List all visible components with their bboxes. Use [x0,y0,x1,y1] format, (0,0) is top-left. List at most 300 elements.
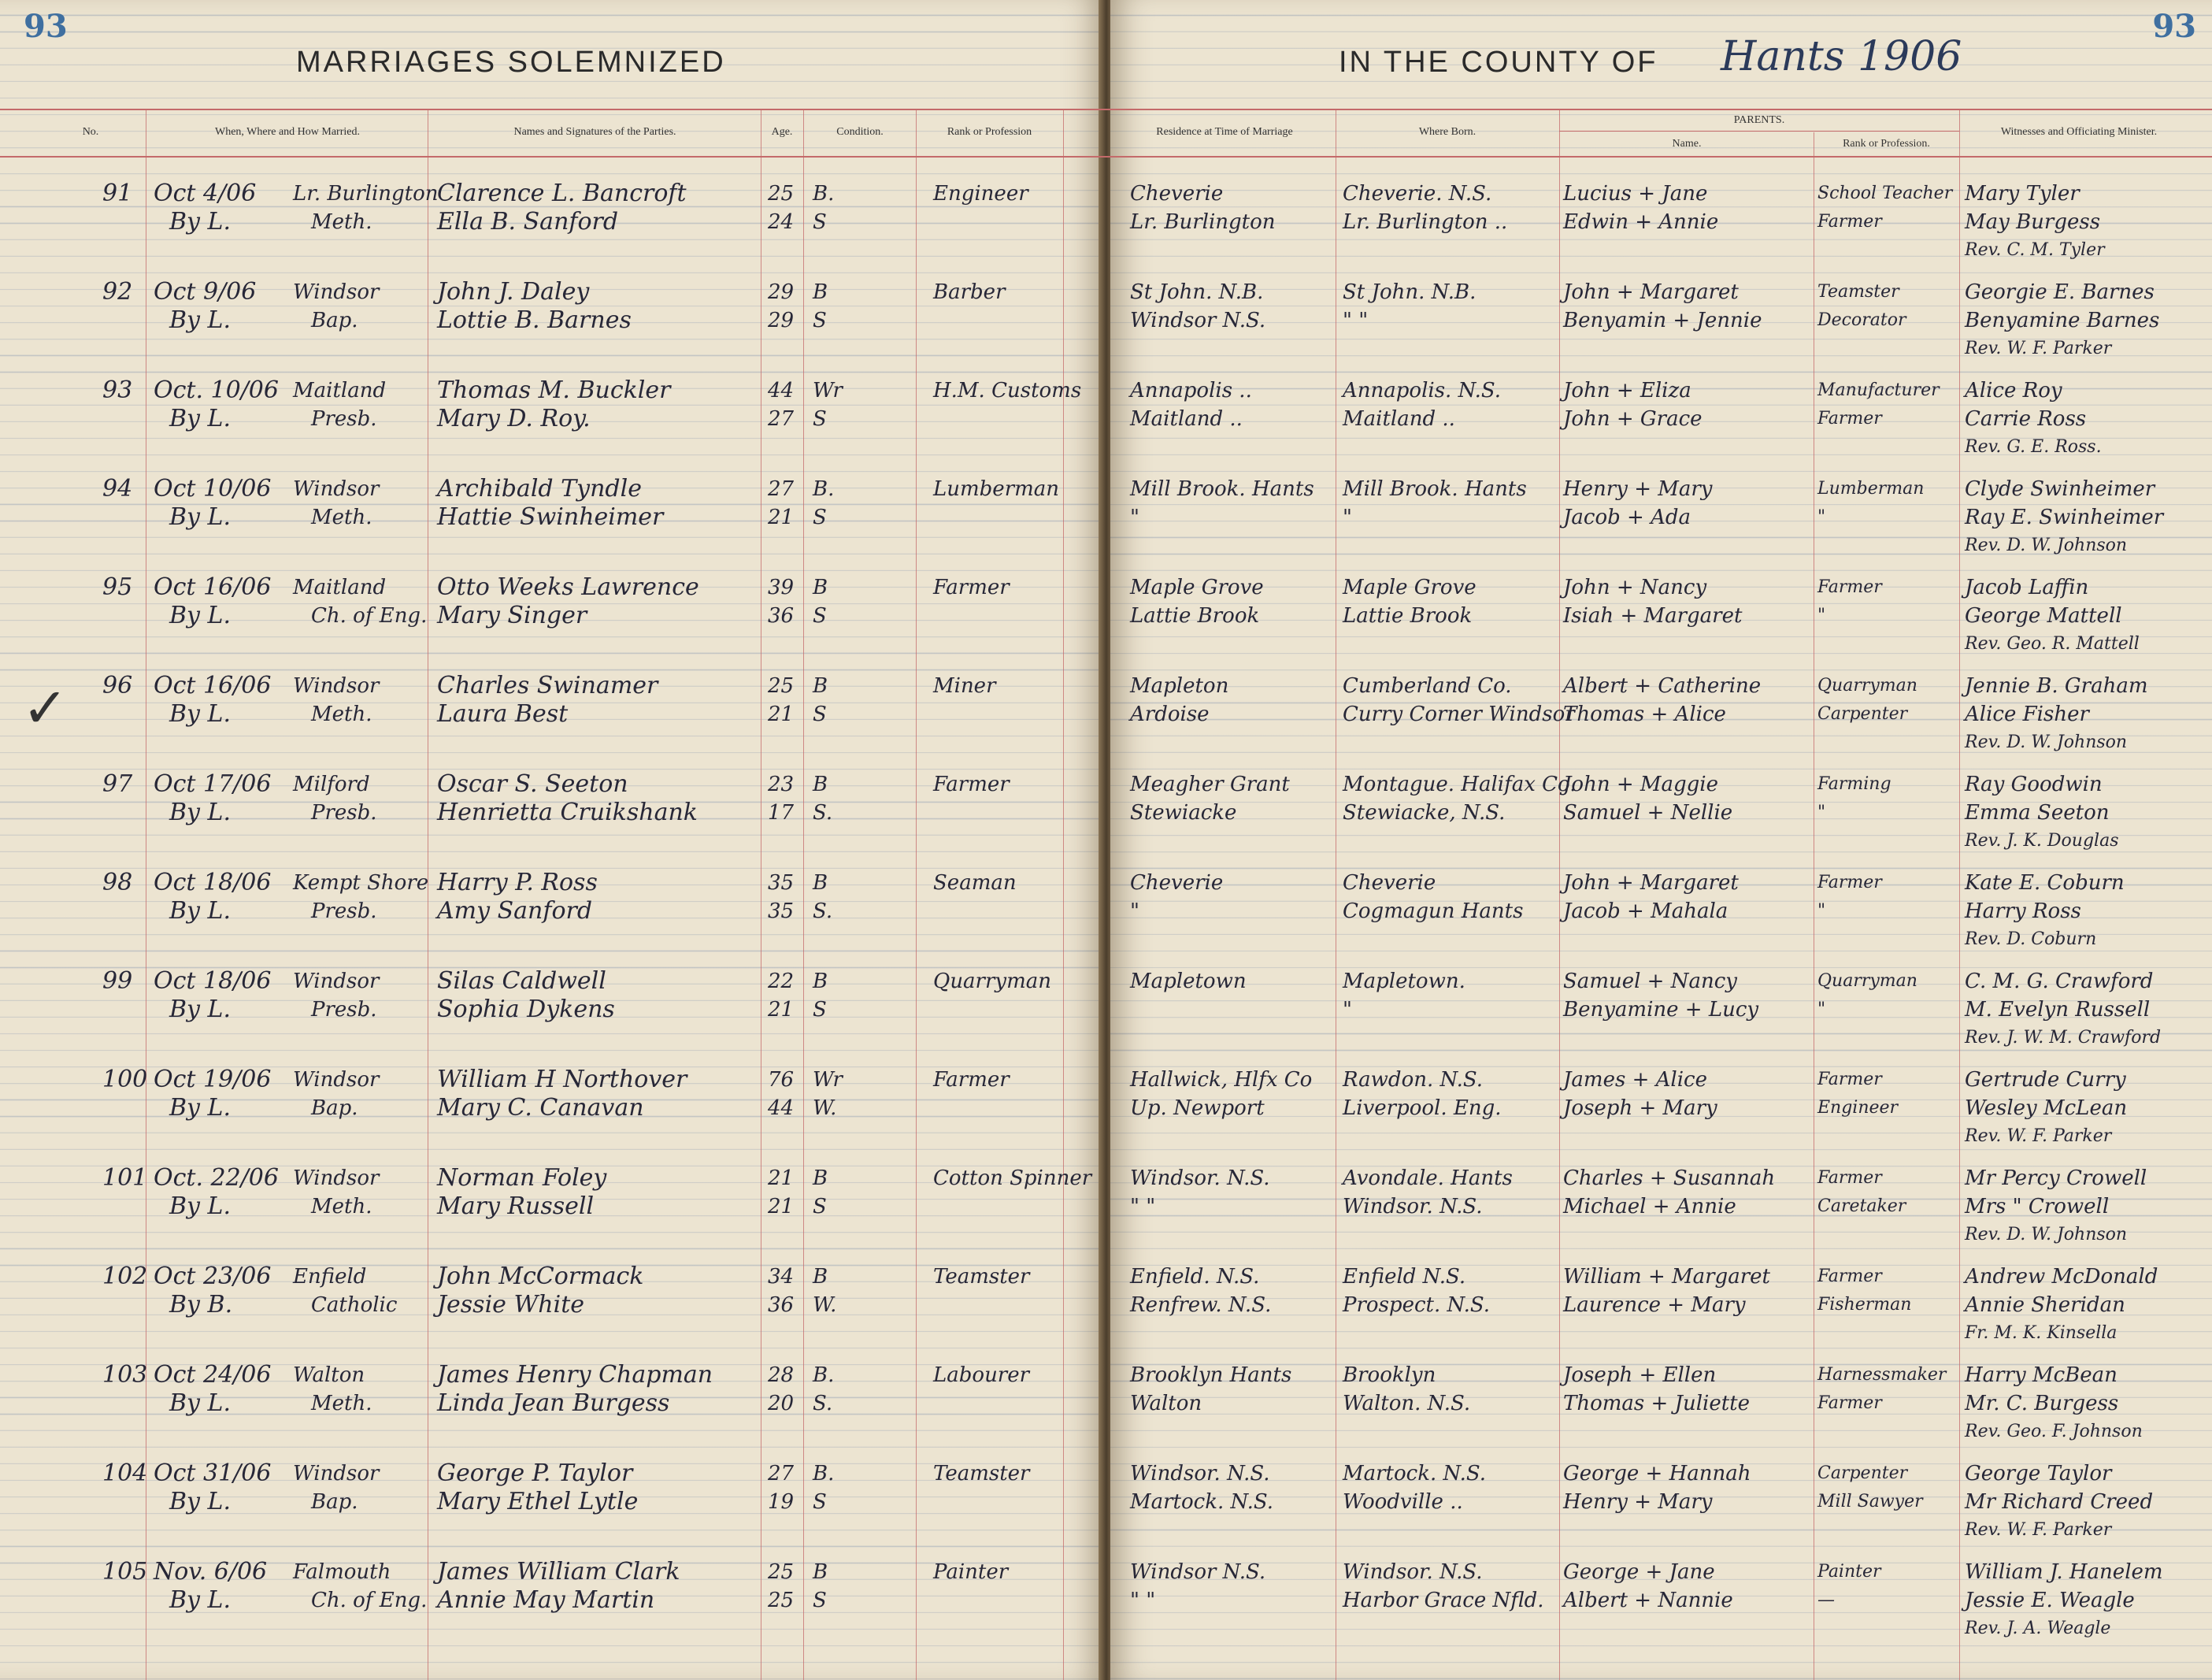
bride-age: 24 [768,210,795,234]
groom-birthplace: Rawdon. N.S. [1343,1068,1484,1092]
denomination: Presb. [311,998,377,1022]
groom-age: 27 [768,1462,795,1485]
groom-age: 35 [768,871,795,895]
bride-name: Ella B. Sanford [437,208,619,235]
witness-2: Ray E. Swinheimer [1965,506,2164,529]
groom-condition: Wr [813,1068,843,1092]
license-type: By L. [169,503,231,531]
bride-parents: Thomas + Alice [1563,703,1726,726]
groom-name: James William Clark [437,1558,680,1585]
bride-condition: S. [813,899,833,923]
marriage-date: Oct 18/06 [154,967,272,995]
denomination: Meth. [311,1392,372,1415]
groom-profession: Labourer [933,1363,1030,1387]
groom-residence: Windsor. N.S. [1130,1462,1270,1485]
groom-parents-rank: Carpenter [1817,1463,1908,1483]
groom-birthplace: Mapletown. [1343,970,1465,993]
groom-parents-rank: Farmer [1817,1266,1882,1286]
license-type: By L. [169,1586,231,1614]
bride-parents: Laurence + Mary [1563,1293,1746,1317]
bride-parents: Thomas + Juliette [1563,1392,1751,1415]
marriage-date: Nov. 6/06 [154,1558,268,1585]
bride-parents-rank: " [1817,606,1826,625]
groom-parents: John + Margaret [1563,871,1739,895]
bride-name: Mary Ethel Lytle [437,1488,639,1515]
bride-residence: Martock. N.S. [1130,1490,1273,1514]
witness-2: Wesley McLean [1965,1096,2128,1120]
groom-birthplace: Avondale. Hants [1343,1166,1513,1190]
denomination: Meth. [311,210,372,234]
bride-birthplace: Harbor Grace Nfld. [1343,1589,1544,1612]
officiating-minister: Rev. D. W. Johnson [1965,732,2128,752]
bride-residence: Walton [1130,1392,1202,1415]
groom-parents: John + Nancy [1563,576,1707,599]
officiating-minister: Rev. D. Coburn [1965,929,2097,949]
groom-birthplace: Montague. Halifax Co. [1343,773,1577,796]
bride-residence: " " [1130,1589,1156,1612]
denomination: Ch. of Eng. [311,1589,428,1612]
groom-age: 29 [768,280,795,304]
license-type: By L. [169,602,231,629]
bride-parents: Samuel + Nellie [1563,801,1733,825]
groom-residence: Mapleton [1130,674,1229,698]
groom-name: John J. Daley [437,278,590,306]
entry-number: 95 [102,573,133,601]
county-handwritten: Hants 1906 [1721,33,1962,80]
license-type: By L. [169,996,231,1023]
witness-1: Jacob Laffin [1965,576,2089,599]
groom-residence: Brooklyn Hants [1130,1363,1292,1387]
bride-parents-rank: " [1817,507,1826,527]
groom-profession: Engineer [933,182,1028,206]
bride-parents: Joseph + Mary [1563,1096,1717,1120]
denomination: Bap. [311,1490,358,1514]
groom-residence: Mill Brook. Hants [1130,477,1314,501]
groom-name: George P. Taylor [437,1459,633,1487]
groom-parents-rank: Farmer [1817,873,1882,892]
groom-parents-rank: Farmer [1817,1070,1882,1089]
marriage-date: Oct 18/06 [154,869,272,896]
officiating-minister: Rev. D. W. Johnson [1965,1225,2128,1244]
bride-residence: Renfrew. N.S. [1130,1293,1272,1317]
license-type: By L. [169,799,231,826]
groom-profession: Cotton Spinner [933,1166,1092,1190]
groom-name: Thomas M. Buckler [437,376,671,404]
entry-number: 105 [102,1558,148,1585]
denomination: Bap. [311,309,358,332]
bride-age: 17 [768,801,795,825]
bride-residence: Lattie Brook [1130,604,1260,628]
bride-birthplace: Prospect. N.S. [1343,1293,1490,1317]
witness-1: Gertrude Curry [1965,1068,2126,1092]
register-entry [0,1361,2212,1456]
bride-name: Mary Russell [437,1192,595,1220]
col-header-age: Age. [771,126,793,138]
bride-parents: Benyamine + Lucy [1563,998,1759,1022]
groom-birthplace: Cumberland Co. [1343,674,1512,698]
groom-residence: Mapletown [1130,970,1247,993]
register-entry [0,967,2212,1062]
bride-birthplace: Lr. Burlington .. [1343,210,1508,234]
marriage-date: Oct 10/06 [154,475,272,503]
col-header-witnesses: Witnesses and Officiating Minister. [2000,126,2158,138]
bride-name: Annie May Martin [437,1586,655,1614]
groom-age: 21 [768,1166,795,1190]
right-page-number: 93 [2152,8,2196,45]
bride-parents: Henry + Mary [1563,1490,1713,1514]
groom-parents-rank: Farmer [1817,577,1882,597]
denomination: Meth. [311,506,372,529]
bride-birthplace: Woodville .. [1343,1490,1463,1514]
register-entry [0,1558,2212,1652]
register-entry [0,376,2212,471]
witness-2: Emma Seeton [1965,801,2110,825]
groom-profession: Farmer [933,1068,1010,1092]
groom-name: Clarence L. Bancroft [437,180,687,207]
groom-age: 76 [768,1068,795,1092]
groom-parents: William + Margaret [1563,1265,1770,1289]
bride-residence: " [1130,899,1139,923]
groom-residence: Hallwick, Hlfx Co [1130,1068,1313,1092]
bride-residence: Lr. Burlington [1130,210,1276,234]
bride-parents: John + Grace [1563,407,1703,431]
groom-name: Otto Weeks Lawrence [437,573,699,601]
groom-residence: Windsor. N.S. [1130,1166,1270,1190]
marriage-place: Falmouth [293,1560,391,1584]
officiating-minister: Fr. M. K. Kinsella [1965,1323,2118,1343]
bride-name: Henrietta Cruikshank [437,799,698,826]
witness-1: C. M. G. Crawford [1965,970,2154,993]
officiating-minister: Rev. Geo. F. Johnson [1965,1422,2143,1441]
bride-parents-rank: Farmer [1817,409,1882,428]
groom-parents: Albert + Catherine [1563,674,1762,698]
marriage-place: Milford [293,773,370,796]
officiating-minister: Rev. C. M. Tyler [1965,240,2105,260]
groom-parents-rank: Harnessmaker [1817,1365,1947,1385]
bride-parents-rank: " [1817,901,1826,921]
license-type: By L. [169,306,231,334]
license-type: By L. [169,897,231,925]
groom-age: 22 [768,970,795,993]
marriage-date: Oct 24/06 [154,1361,272,1389]
groom-profession: Painter [933,1560,1009,1584]
col-header-when: When, Where and How Married. [214,126,360,138]
officiating-minister: Rev. W. F. Parker [1965,1126,2112,1146]
groom-condition: B [813,970,828,993]
bride-name: Amy Sanford [437,897,593,925]
bride-age: 36 [768,604,795,628]
bride-parents-rank: Engineer [1817,1098,1899,1118]
groom-profession: H.M. Customs [933,379,1082,402]
witness-1: Alice Roy [1965,379,2062,402]
bride-condition: W. [813,1096,837,1120]
groom-profession: Teamster [933,1462,1030,1485]
groom-profession: Quarryman [933,970,1052,993]
witness-2: Mr Richard Creed [1965,1490,2154,1514]
groom-parents: Henry + Mary [1563,477,1713,501]
entry-number: 102 [102,1263,148,1290]
groom-age: 28 [768,1363,795,1387]
groom-condition: B [813,280,828,304]
marriage-date: Oct 31/06 [154,1459,272,1487]
groom-condition: B. [813,1462,835,1485]
bride-name: Mary D. Roy. [437,405,591,432]
marriage-date: Oct 17/06 [154,770,272,798]
denomination: Bap. [311,1096,358,1120]
bride-residence: Stewiacke [1130,801,1237,825]
bride-birthplace: Curry Corner Windsor [1343,703,1575,726]
denomination: Presb. [311,899,377,923]
groom-parents-rank: Lumberman [1817,479,1925,499]
groom-birthplace: Cheverie [1343,871,1436,895]
register-entry [0,1164,2212,1259]
license-type: By L. [169,1488,231,1515]
witness-2: Annie Sheridan [1965,1293,2125,1317]
marriage-place: Windsor [293,477,380,501]
groom-profession: Seaman [933,871,1017,895]
marriage-place: Walton [293,1363,365,1387]
register-entry [0,475,2212,569]
witness-2: Benyamine Barnes [1965,309,2160,332]
bride-parents: Michael + Annie [1563,1195,1736,1218]
groom-parents-rank: Farmer [1817,1168,1882,1188]
witness-1: Georgie E. Barnes [1965,280,2155,304]
groom-name: James Henry Chapman [437,1361,713,1389]
officiating-minister: Rev. G. E. Ross. [1965,437,2102,457]
bride-parents-rank: Caretaker [1817,1196,1906,1216]
groom-age: 34 [768,1265,795,1289]
groom-residence: Cheverie [1130,871,1224,895]
groom-condition: B [813,1166,828,1190]
groom-profession: Farmer [933,773,1010,796]
officiating-minister: Rev. J. K. Douglas [1965,831,2119,851]
denomination: Catholic [311,1293,398,1317]
marriage-place: Lr. Burlington [293,182,439,206]
witness-1: Harry McBean [1965,1363,2118,1387]
groom-birthplace: Mill Brook. Hants [1343,477,1527,501]
bride-name: Linda Jean Burgess [437,1389,670,1417]
bride-condition: S [813,210,827,234]
bride-age: 27 [768,407,795,431]
bride-parents: Benyamin + Jennie [1563,309,1762,332]
marriage-place: Windsor [293,1462,380,1485]
witness-2: Carrie Ross [1965,407,2087,431]
bride-residence: " " [1130,1195,1156,1218]
entry-number: 92 [102,278,133,306]
groom-age: 27 [768,477,795,501]
groom-residence: St John. N.B. [1130,280,1264,304]
register-entry [0,573,2212,668]
groom-birthplace: Cheverie. N.S. [1343,182,1492,206]
col-header-parents: PARENTS. [1733,114,1785,126]
denomination: Presb. [311,801,377,825]
groom-profession: Miner [933,674,996,698]
groom-parents: James + Alice [1563,1068,1707,1092]
groom-age: 25 [768,674,795,698]
groom-birthplace: Martock. N.S. [1343,1462,1486,1485]
entry-number: 97 [102,770,133,798]
bride-birthplace: Windsor. N.S. [1343,1195,1483,1218]
groom-parents: Joseph + Ellen [1563,1363,1717,1387]
header-bottom-rule [0,156,2212,158]
witness-1: George Taylor [1965,1462,2112,1485]
groom-parents: Lucius + Jane [1563,182,1708,206]
witness-2: Alice Fisher [1965,703,2089,726]
entry-number: 94 [102,475,133,503]
col-header-no: No. [82,126,99,138]
witness-1: Clyde Swinheimer [1965,477,2155,501]
bride-condition: W. [813,1293,837,1317]
bride-name: Sophia Dykens [437,996,615,1023]
witness-2: Harry Ross [1965,899,2081,923]
groom-condition: B. [813,182,835,206]
groom-parents-rank: Farming [1817,774,1892,794]
bride-condition: S [813,309,827,332]
col-header-born: Where Born. [1418,126,1477,138]
bride-birthplace: Cogmagun Hants [1343,899,1524,923]
bride-residence: Up. Newport [1130,1096,1265,1120]
entry-number: 98 [102,869,133,896]
bride-birthplace: " [1343,998,1352,1022]
groom-parents: John + Maggie [1563,773,1718,796]
left-page-title: MARRIAGES SOLEMNIZED [296,46,726,79]
groom-profession: Farmer [933,576,1010,599]
witness-2: M. Evelyn Russell [1965,998,2151,1022]
col-header-parents-name: Name. [1672,138,1702,150]
marriage-date: Oct 16/06 [154,672,272,699]
bride-birthplace: Maitland .. [1343,407,1455,431]
witness-1: Andrew McDonald [1965,1265,2158,1289]
bride-parents-rank: Farmer [1817,212,1882,232]
marriage-date: Oct 9/06 [154,278,257,306]
bride-parents: Jacob + Mahala [1563,899,1728,923]
bride-parents-rank: " [1817,999,1826,1019]
bride-condition: S [813,1195,827,1218]
bride-parents-rank: Carpenter [1817,704,1908,724]
groom-condition: B [813,1560,828,1584]
witness-2: Mr. C. Burgess [1965,1392,2119,1415]
officiating-minister: Rev. J. A. Weagle [1965,1619,2111,1638]
groom-birthplace: Enfield N.S. [1343,1265,1466,1289]
groom-name: Oscar S. Seeton [437,770,628,798]
bride-parents: Isiah + Margaret [1563,604,1743,628]
bride-residence: Maitland .. [1130,407,1243,431]
bride-condition: S [813,998,827,1022]
bride-name: Mary Singer [437,602,587,629]
groom-parents-rank: Manufacturer [1817,380,1940,400]
license-type: By L. [169,1389,231,1417]
groom-age: 23 [768,773,795,796]
denomination: Ch. of Eng. [311,604,428,628]
marriage-place: Enfield [293,1265,367,1289]
bride-condition: S. [813,801,833,825]
groom-condition: B. [813,1363,835,1387]
groom-residence: Maple Grove [1130,576,1264,599]
witness-1: William J. Hanelem [1965,1560,2163,1584]
bride-age: 25 [768,1589,795,1612]
witness-2: George Mattell [1965,604,2122,628]
license-type: By L. [169,208,231,235]
bride-name: Jessie White [437,1291,585,1318]
license-type: By L. [169,700,231,728]
margin-checkmark: ✓ [22,676,69,740]
bride-parents-rank: Farmer [1817,1393,1882,1413]
groom-residence: Meagher Grant [1130,773,1290,796]
groom-age: 39 [768,576,795,599]
groom-birthplace: St John. N.B. [1343,280,1477,304]
witness-1: Ray Goodwin [1965,773,2103,796]
bride-residence: Ardoise [1130,703,1210,726]
marriage-date: Oct 4/06 [154,180,257,207]
bride-parents-rank: " [1817,803,1826,822]
register-entry [0,869,2212,963]
bride-birthplace: " " [1343,309,1369,332]
groom-age: 25 [768,1560,795,1584]
groom-name: Silas Caldwell [437,967,606,995]
right-page-title: IN THE COUNTY OF [1339,46,1658,79]
groom-name: John McCormack [437,1263,644,1290]
marriage-date: Oct. 22/06 [154,1164,279,1192]
groom-condition: B. [813,477,835,501]
groom-parents-rank: School Teacher [1817,184,1953,203]
groom-profession: Barber [933,280,1006,304]
marriage-place: Windsor [293,1068,380,1092]
register-entry [0,770,2212,865]
denomination: Meth. [311,1195,372,1218]
bride-birthplace: Stewiacke, N.S. [1343,801,1506,825]
officiating-minister: Rev. Geo. R. Mattell [1965,634,2140,654]
bride-condition: S [813,407,827,431]
officiating-minister: Rev. D. W. Johnson [1965,536,2128,555]
groom-condition: B [813,674,828,698]
col-header-condition: Condition. [836,126,884,138]
bride-age: 19 [768,1490,795,1514]
bride-condition: S [813,1490,827,1514]
entry-number: 103 [102,1361,148,1389]
col-header-names: Names and Signatures of the Parties. [513,126,676,138]
witness-1: Mary Tyler [1965,182,2080,206]
bride-parents-rank: — [1817,1590,1835,1610]
denomination: Presb. [311,407,377,431]
groom-condition: B [813,1265,828,1289]
entry-number: 100 [102,1066,148,1093]
groom-birthplace: Windsor. N.S. [1343,1560,1483,1584]
groom-parents: George + Hannah [1563,1462,1751,1485]
bride-condition: S. [813,1392,833,1415]
groom-parents-rank: Quarryman [1817,971,1917,991]
bride-condition: S [813,506,827,529]
bride-birthplace: Lattie Brook [1343,604,1473,628]
license-type: By B. [169,1291,233,1318]
groom-condition: B [813,871,828,895]
register-entry [0,672,2212,766]
marriage-place: Windsor [293,1166,380,1190]
bride-age: 21 [768,998,795,1022]
witness-2: May Burgess [1965,210,2101,234]
register-entry [0,1263,2212,1357]
groom-parents: George + Jane [1563,1560,1715,1584]
bride-age: 21 [768,506,795,529]
marriage-place: Windsor [293,970,380,993]
bride-parents: Albert + Nannie [1563,1589,1733,1612]
groom-parents: Charles + Susannah [1563,1166,1776,1190]
register-entry [0,180,2212,274]
marriage-date: Oct. 10/06 [154,376,279,404]
bride-age: 36 [768,1293,795,1317]
groom-condition: B [813,773,828,796]
officiating-minister: Rev. J. W. M. Crawford [1965,1028,2162,1048]
groom-parents-rank: Quarryman [1817,676,1917,695]
